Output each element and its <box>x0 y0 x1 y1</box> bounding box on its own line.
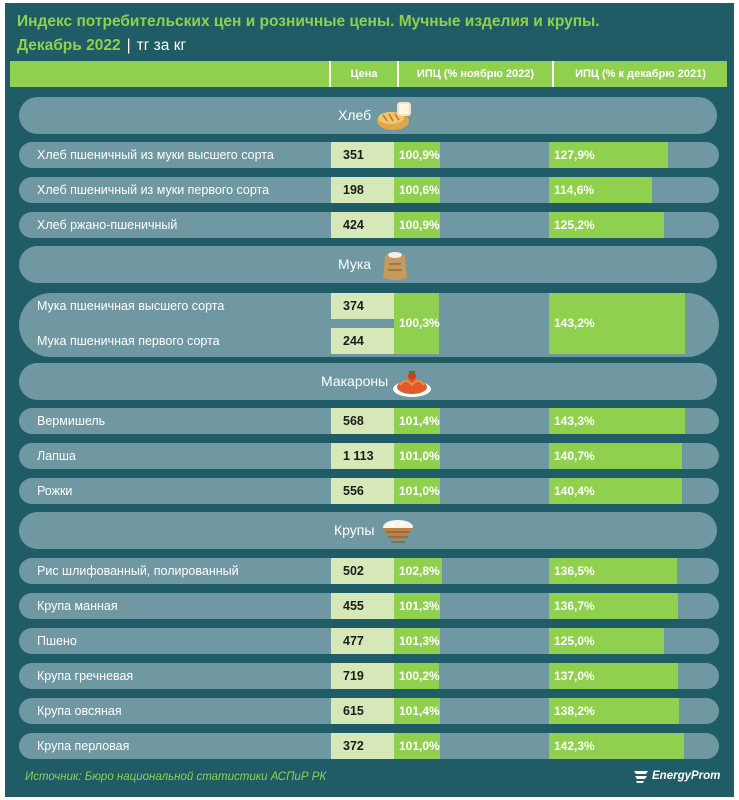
value-cpi-dec: 140,7% <box>554 449 595 463</box>
infographic-panel <box>5 3 734 797</box>
row-price: 374 <box>331 293 397 319</box>
row-price: 719 <box>331 663 397 689</box>
value-cpi-dec: 138,2% <box>554 704 595 718</box>
category-2 <box>19 363 717 400</box>
row-name: Крупа перловая <box>37 739 130 753</box>
row-name: Хлеб пшеничный из муки высшего сорта <box>37 148 274 162</box>
row-name: Рожки <box>37 484 73 498</box>
row-name: Пшено <box>37 634 77 648</box>
source-note: Источник: Бюро национальной статистики АСПиР РК <box>25 771 327 783</box>
value-cpi-dec: 114,6% <box>554 183 595 197</box>
row-price: 455 <box>331 593 397 619</box>
value-cpi-nov: 101,4% <box>399 414 440 428</box>
row-price: 615 <box>331 698 397 724</box>
row-name: Хлеб ржано-пшеничный <box>37 218 178 232</box>
subtitle-separator: | <box>126 37 131 54</box>
subtitle-unit: тг за кг <box>136 37 187 54</box>
value-cpi-nov: 101,0% <box>399 739 440 753</box>
row-price: 198 <box>331 177 397 203</box>
value-cpi-dec: 143,3% <box>554 414 595 428</box>
row-name: Крупа гречневая <box>37 669 134 683</box>
category-0 <box>19 97 717 134</box>
row-price: 424 <box>331 212 397 238</box>
category-3 <box>19 512 717 549</box>
value-cpi-nov: 102,8% <box>399 564 440 578</box>
value-cpi-nov: 101,4% <box>399 704 440 718</box>
bread-icon <box>375 97 415 134</box>
row-price: 1 113 <box>331 443 397 469</box>
value-cpi-nov: 101,0% <box>399 449 440 463</box>
value-cpi-dec: 137,0% <box>554 669 595 683</box>
row-name: Мука пшеничная высшего сорта <box>37 299 225 313</box>
header-cpi-dec: ИПЦ (% к декабрю 2021) <box>575 68 706 80</box>
value-cpi-dec: 136,7% <box>554 599 595 613</box>
row-name: Рис шлифованный, полированный <box>37 564 239 578</box>
row-name: Хлеб пшеничный из муки первого сорта <box>37 183 270 197</box>
brand-logo <box>633 768 720 788</box>
row-price: 372 <box>331 733 397 759</box>
rice-bowl-icon <box>378 512 418 549</box>
category-label: Мука <box>338 256 372 272</box>
row-price: 568 <box>331 408 397 434</box>
value-cpi-nov: 100,9% <box>399 218 440 232</box>
row-name: Вермишель <box>37 414 106 428</box>
value-cpi-nov: 101,0% <box>399 484 440 498</box>
category-label: Макароны <box>321 373 389 389</box>
value-cpi-dec: 127,9% <box>554 148 595 162</box>
logo-mark-icon <box>633 768 649 784</box>
header-cpi-nov: ИПЦ (% ноябрю 2022) <box>416 68 535 80</box>
chart-title: Индекс потребительских цен и розничные цены. Мучные изделия и крупы. <box>17 13 600 30</box>
value-cpi-nov: 100,9% <box>399 148 440 162</box>
value-cpi-nov: 100,2% <box>399 669 440 683</box>
row-name: Крупа овсяная <box>37 704 122 718</box>
table-header <box>10 61 727 87</box>
value-cpi-dec: 142,3% <box>554 739 595 753</box>
chart-subtitle <box>17 37 186 55</box>
row-name: Мука пшеничная первого сорта <box>37 334 220 348</box>
category-label: Хлеб <box>338 107 372 123</box>
logo-text: EnergyProm <box>652 770 721 783</box>
category-label: Крупы <box>334 522 375 538</box>
value-cpi-nov: 100,6% <box>399 183 440 197</box>
row-price: 244 <box>331 328 397 354</box>
pasta-icon <box>392 363 432 400</box>
row-price: 477 <box>331 628 397 654</box>
value-cpi-nov: 100,3% <box>399 316 440 330</box>
row-price: 502 <box>331 558 397 584</box>
row-name: Лапша <box>37 449 76 463</box>
header-price: Цена <box>350 68 378 80</box>
subtitle-date: Декабрь 2022 <box>17 37 121 54</box>
value-cpi-nov: 101,3% <box>399 634 440 648</box>
value-cpi-dec: 125,2% <box>554 218 595 232</box>
category-1 <box>19 246 717 283</box>
row-price: 351 <box>331 142 397 168</box>
row-name: Крупа манная <box>37 599 118 613</box>
value-cpi-dec: 125,0% <box>554 634 595 648</box>
value-cpi-dec: 140,4% <box>554 484 595 498</box>
value-cpi-dec: 136,5% <box>554 564 595 578</box>
row-price: 556 <box>331 478 397 504</box>
flour-sack-icon <box>375 246 415 283</box>
value-cpi-nov: 101,3% <box>399 599 440 613</box>
value-cpi-dec: 143,2% <box>554 316 595 330</box>
